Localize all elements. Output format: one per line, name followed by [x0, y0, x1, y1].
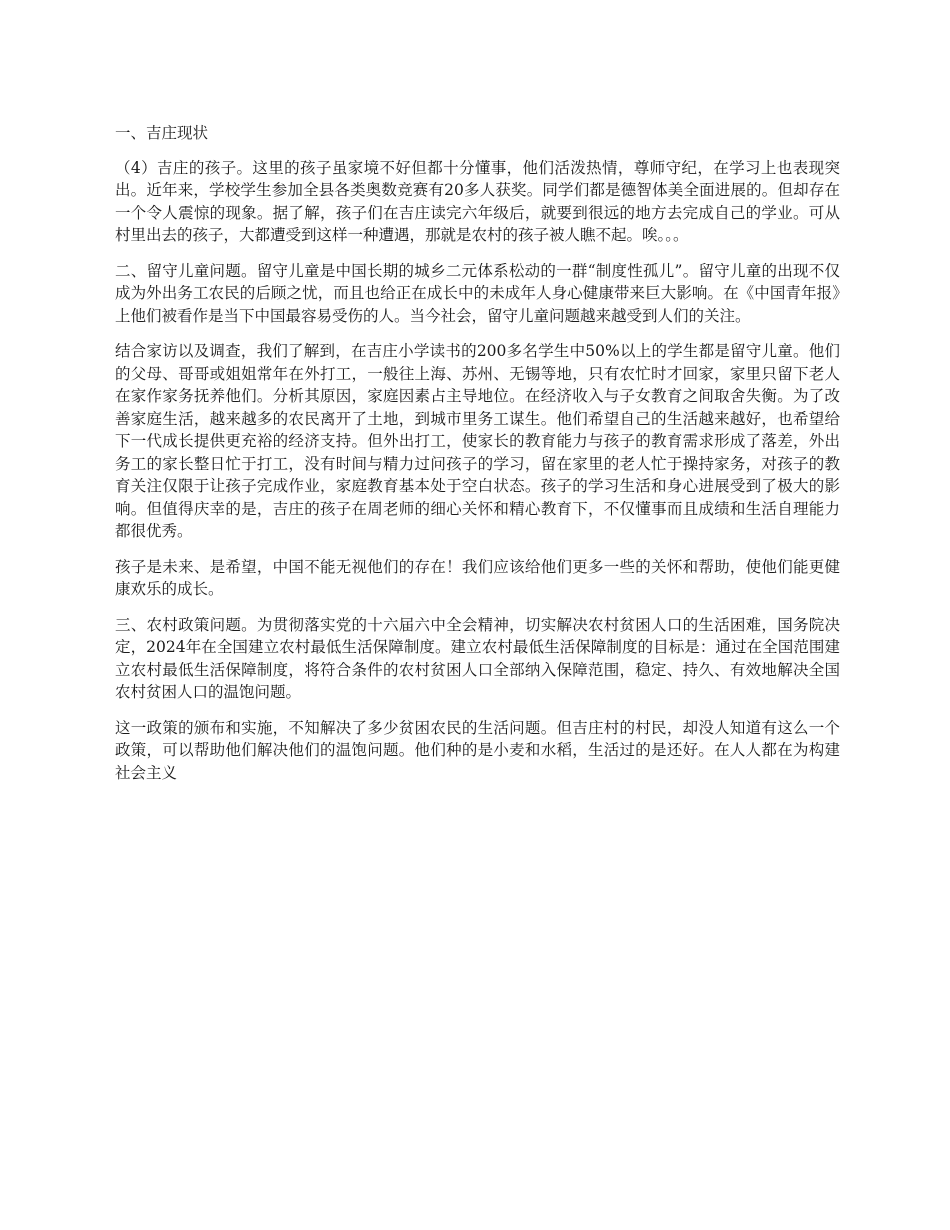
paragraph-policy-implementation: 这一政策的颁布和实施，不知解决了多少贫困农民的生活问题。但吉庄村的村民，却没人知道有这么一个政策，可以帮助他们解决他们的温饱问题。他们种的是小麦和水稻，生活过的是还好。在人人都在为构建社会主义	[115, 718, 840, 782]
paragraph-left-behind-children: 二、留守儿童问题。留守儿童是中国长期的城乡二元体系松动的一群“制度性孤儿”。留守儿童的出现不仅成为外出务工农民的后顾之忧，而且也给正在成长中的未成年人身心健康带来巨大影响。在《中国青年报》上他们被看作是当下中国最容易受伤的人。当今社会，留守儿童问题越来越受到人们的关注。	[115, 261, 840, 325]
paragraph-rural-policy: 三、农村政策问题。为贯彻落实党的十六届六中全会精神，切实解决农村贫困人口的生活困难，国务院决定，2024年在全国建立农村最低生活保障制度。建立农村最低生活保障制度的目标是：通过在全国范围建立农村最低生活保障制度，将符合条件的农村贫困人口全部纳入保障范围，稳定、持久、有效地解决全国农村贫困人口的温饱问题。	[115, 615, 840, 701]
paragraph-children: （4）吉庄的孩子。这里的孩子虽家境不好但都十分懂事，他们活泼热情，尊师守纪，在学习上也表现突出。近年来，学校学生参加全县各类奥数竞赛有20多人获奖。同学们都是德智体美全面进展的。但却存在一个令人震惊的现象。据了解，孩子们在吉庄读完六年级后，就要到很远的地方去完成自己的学业。可从村里出去的孩子，大都遭受到这样一种遭遇，那就是农村的孩子被人瞧不起。唉。。。	[115, 158, 840, 244]
paragraph-hope: 孩子是未来、是希望，中国不能无视他们的存在！我们应该给他们更多一些的关怀和帮助，使他们能更健康欢乐的成长。	[115, 557, 840, 598]
document-page	[115, 122, 840, 797]
section-heading: 一、吉庄现状	[115, 124, 209, 142]
paragraph-survey-findings: 结合家访以及调查，我们了解到，在吉庄小学读书的200多名学生中50%以上的学生都是留守儿童。他们的父母、哥哥或姐姐常年在外打工，一般往上海、苏州、无锡等地，只有农忙时才回家，家里只留下老人在家作家务抚养他们。分析其原因，家庭因素占主导地位。在经济收入与子女教育之间取舍失衡。为了改善家庭生活，越来越多的农民离开了土地，到城市里务工谋生。他们希望自己的生活越来越好，也希望给下一代成长提供更充裕的经济支持。但外出打工，使家长的教育能力与孩子的教育需求形成了落差，外出务工的家长整日忙于打工，没有时间与精力过问孩子的学习，留在家里的老人忙于操持家务，对孩子的教育关注仅限于让孩子完成作业，家庭教育基本处于空白状态。孩子的学习生活和身心进展受到了极大的影响。但值得庆幸的是，吉庄的孩子在周老师的细心关怀和精心教育下，不仅懂事而且成绩和生活自理能力都很优秀。	[115, 342, 840, 540]
